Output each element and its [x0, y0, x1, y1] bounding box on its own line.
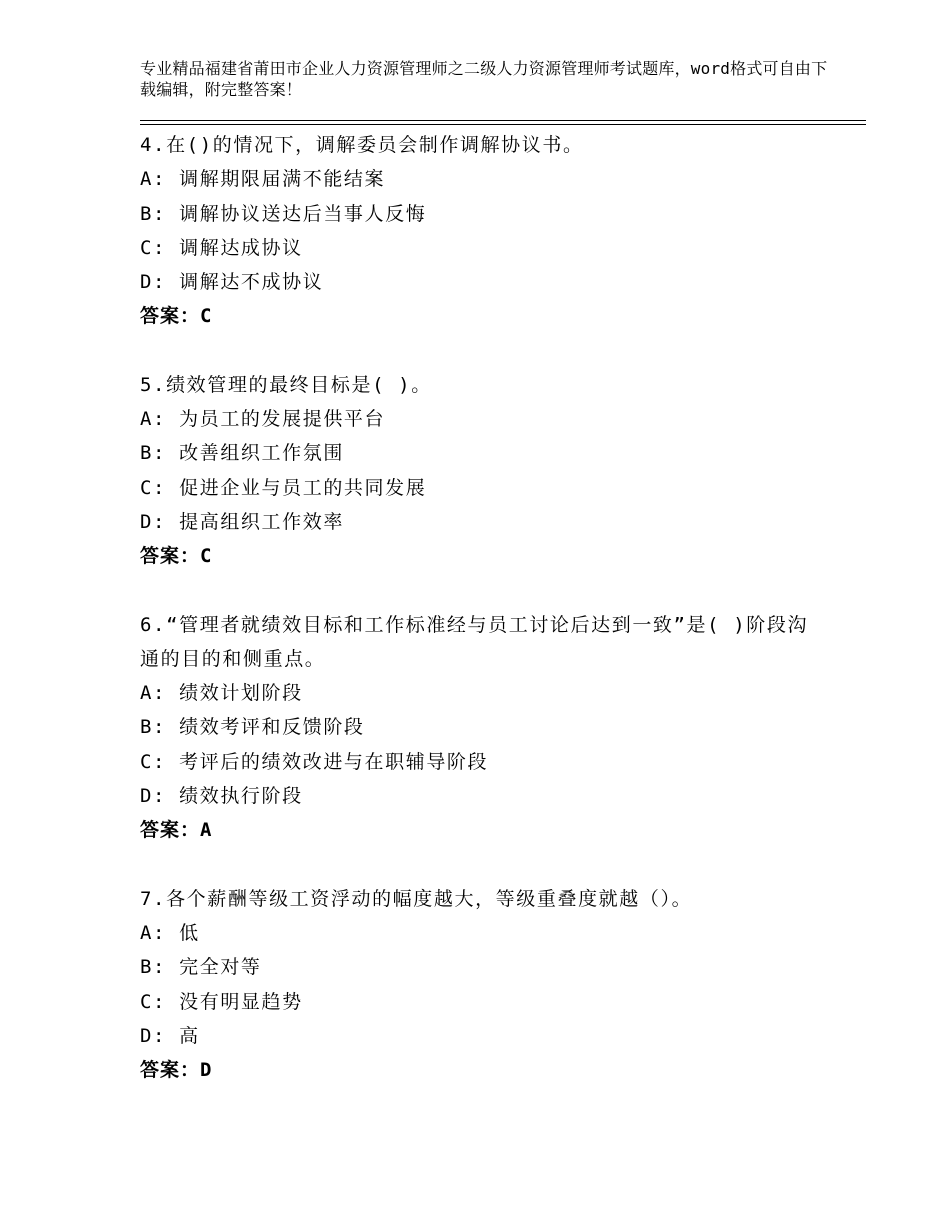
option-c: C: 调解达成协议 [140, 236, 303, 259]
question-6 [140, 608, 820, 848]
option-a: A: 为员工的发展提供平台 [140, 408, 386, 431]
option-d: D: 提高组织工作效率 [140, 510, 344, 533]
option-b: B: 绩效考评和反馈阶段 [140, 716, 365, 739]
question-stem: 4.在()的情况下，调解委员会制作调解协议书。 [140, 134, 584, 156]
answer-value: C [200, 305, 213, 328]
header-title: 专业精品福建省莆田市企业人力资源管理师之二级人力资源管理师考试题库，word格式可自由下载编辑，附完整答案！ [140, 59, 828, 99]
option-a: A: 调解期限届满不能结案 [140, 168, 386, 191]
option-d: D: 高 [140, 1024, 200, 1047]
option-c: C: 考评后的绩效改进与在职辅导阶段 [140, 750, 489, 773]
option-a: A: 低 [140, 921, 200, 944]
option-c: C: 没有明显趋势 [140, 990, 303, 1013]
answer-line [140, 1053, 820, 1087]
answer-value: D [200, 1059, 213, 1082]
option-a: A: 绩效计划阶段 [140, 682, 303, 705]
question-stem: 6.“管理者就绩效目标和工作标准经与员工讨论后达到一致”是( )阶段沟通的目的和侧重点。 [140, 613, 809, 670]
question-4 [140, 128, 820, 334]
document-header [140, 58, 840, 100]
question-list [140, 128, 820, 1121]
header-divider-bottom [140, 124, 866, 125]
answer-line [140, 299, 820, 333]
answer-label: 答案： [140, 305, 201, 328]
option-b: B: 调解协议送达后当事人反悔 [140, 202, 427, 225]
header-divider-top [140, 120, 866, 121]
option-c: C: 促进企业与员工的共同发展 [140, 476, 427, 499]
question-stem: 7.各个薪酬等级工资浮动的幅度越大，等级重叠度就越（）。 [140, 887, 693, 910]
option-d: D: 调解达不成协议 [140, 271, 324, 294]
question-5 [140, 368, 820, 574]
answer-label: 答案： [140, 1059, 201, 1082]
answer-line [140, 539, 820, 573]
option-b: B: 完全对等 [140, 956, 262, 979]
answer-line [140, 813, 820, 847]
answer-value: C [200, 545, 213, 568]
question-7 [140, 882, 820, 1088]
option-d: D: 绩效执行阶段 [140, 785, 303, 808]
answer-value: A [200, 819, 213, 842]
question-stem: 5.绩效管理的最终目标是( )。 [140, 373, 432, 396]
answer-label: 答案： [140, 545, 201, 568]
answer-label: 答案： [140, 819, 201, 842]
option-b: B: 改善组织工作氛围 [140, 442, 344, 465]
